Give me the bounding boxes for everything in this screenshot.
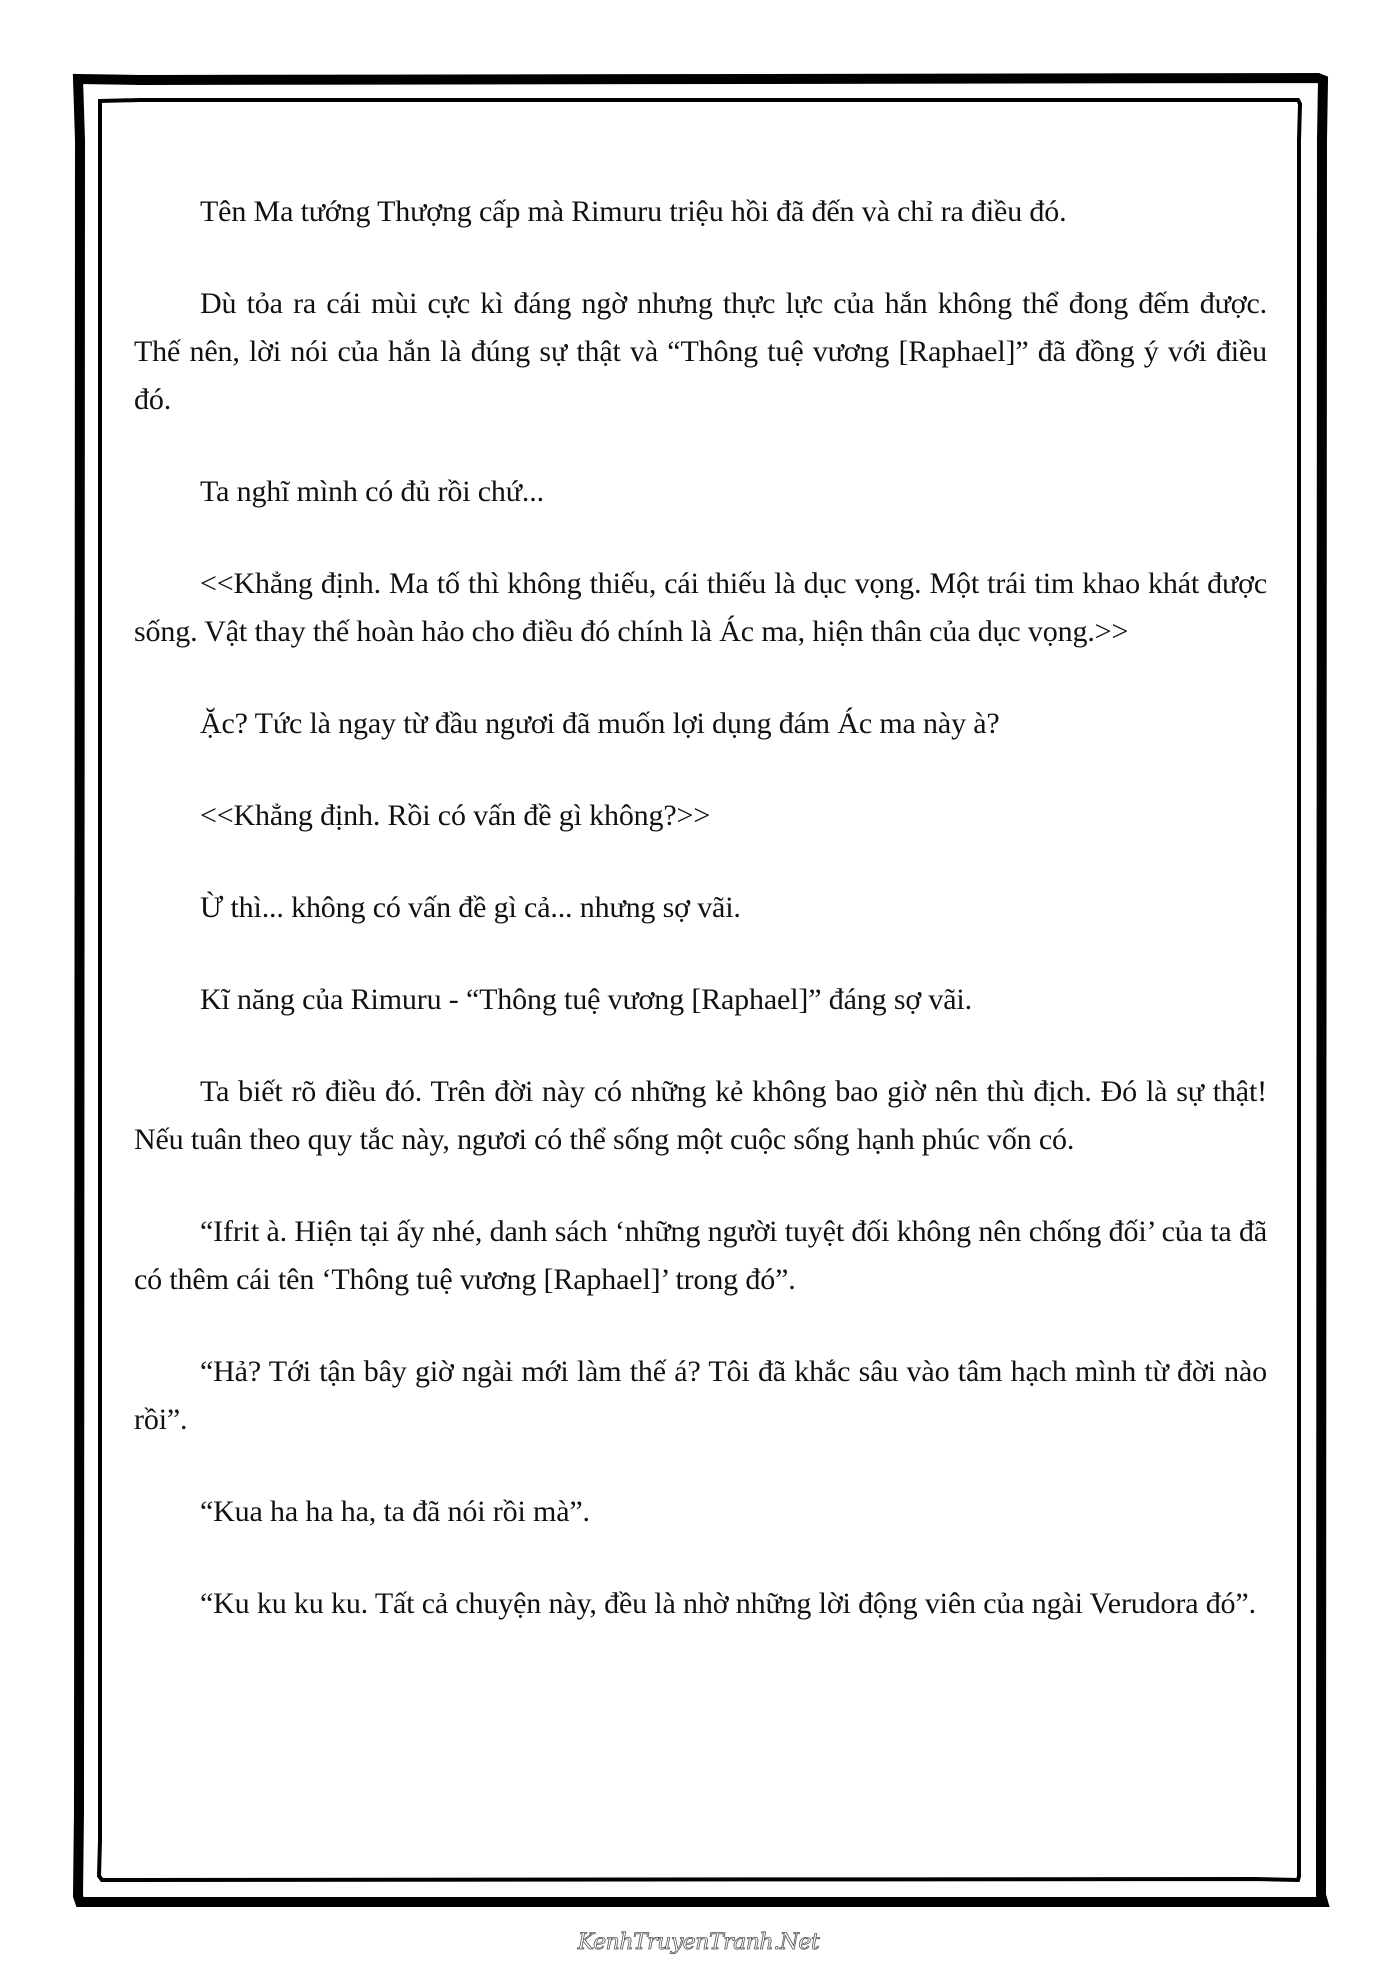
paragraph: Dù tỏa ra cái mùi cực kì đáng ngờ nhưng thực lực của hắn không thể đong đếm được. Thế nên, lời nói của hắn là đúng sự thật và “Thông tuệ vương [Raphael]” đã đồng ý với điều đó.	[134, 287, 1267, 416]
paragraph: “Ifrit à. Hiện tại ấy nhé, danh sách ‘những người tuyệt đối không nên chống đối’ của ta đã có thêm cái tên ‘Thông tuệ vương [Raphael]’ trong đó”.	[134, 1215, 1267, 1296]
paragraph: <<Khẳng định. Rồi có vấn đề gì không?>>	[200, 799, 711, 832]
paragraph: Ta biết rõ điều đó. Trên đời này có những kẻ không bao giờ nên thù địch. Đó là sự thật! Nếu tuân theo quy tắc này, ngươi có thể sống một cuộc sống hạnh phúc vốn có.	[134, 1075, 1267, 1156]
paragraph: “Ku ku ku ku. Tất cả chuyện này, đều là nhờ những lời động viên của ngài Verudora đó”.	[200, 1587, 1256, 1620]
paragraph: Tên Ma tướng Thượng cấp mà Rimuru triệu hồi đã đến và chỉ ra điều đó.	[200, 195, 1067, 228]
site-watermark: KenhTruyenTranh.Net	[577, 1930, 820, 1955]
paragraph: Ặc? Tức là ngay từ đầu ngươi đã muốn lợi dụng đám Ác ma này à?	[200, 707, 1000, 740]
paragraph: “Kua ha ha ha, ta đã nói rồi mà”.	[200, 1495, 590, 1528]
paragraph: Kĩ năng của Rimuru - “Thông tuệ vương [Raphael]” đáng sợ vãi.	[200, 983, 972, 1016]
paragraph: “Hả? Tới tận bây giờ ngài mới làm thế á? Tôi đã khắc sâu vào tâm hạch mình từ đời nào rồi”.	[134, 1355, 1267, 1436]
document-body	[134, 188, 1267, 1672]
paragraph: <<Khẳng định. Ma tố thì không thiếu, cái thiếu là dục vọng. Một trái tim khao khát được sống. Vật thay thế hoàn hảo cho điều đó chính là Ác ma, hiện thân của dục vọng.>>	[134, 567, 1267, 648]
paragraph: Ừ thì... không có vấn đề gì cả... nhưng sợ vãi.	[200, 891, 741, 924]
paragraph: Ta nghĩ mình có đủ rồi chứ...	[200, 475, 544, 508]
